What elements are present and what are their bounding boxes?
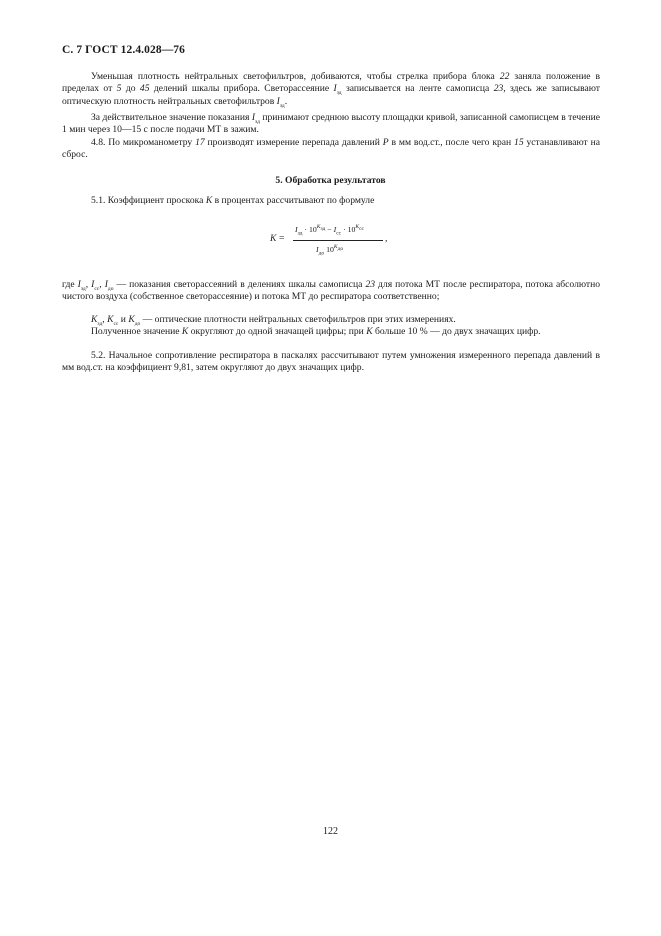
paragraph-5-2: 5.2. Начальное сопротивление респиратора в паскалях рассчитывают путем умножения измеренного перепада давлений в мм вод.ст. на коэффициент 9,81, затем округляют до двух значащих цифр. <box>62 350 600 374</box>
variable: I <box>333 83 337 95</box>
page-number: 122 <box>323 826 338 837</box>
exp-sub: зд <box>320 226 326 233</box>
number: 45 <box>139 83 150 95</box>
numerator-base-2: · 10 <box>341 225 356 234</box>
variable: I <box>251 112 256 123</box>
denominator-exp <box>333 244 344 253</box>
number: 22 <box>499 71 510 82</box>
subscript: до <box>134 320 141 327</box>
paragraph-actual-value <box>62 112 600 137</box>
paragraph-rounding <box>62 326 600 338</box>
number: 5 <box>116 83 122 95</box>
text: округляют до одной значащей цифры; при <box>188 326 367 337</box>
formula-equals: = <box>279 233 285 244</box>
text: производят измерение перепада давлений <box>204 137 383 148</box>
text: делений шкалы прибора. Светорассеяние <box>149 83 334 95</box>
fraction-bar <box>293 240 383 241</box>
text: За действительное значение показания <box>91 112 252 123</box>
text: больше 10 % — до двух значащих цифр. <box>372 326 541 337</box>
exp-var: K <box>355 224 360 231</box>
text: — показания светорассеяний в делениях шкалы самописца <box>113 279 366 290</box>
denominator-base: 10 <box>324 245 334 254</box>
subscript: зд <box>336 90 342 97</box>
separator: и <box>118 314 129 325</box>
variable: I <box>276 95 280 107</box>
subscript: зд <box>279 102 285 109</box>
paragraph-k-definitions <box>62 314 600 326</box>
subscript: зд <box>97 320 103 327</box>
variable: P <box>382 137 389 148</box>
text: записывается на ленте самописца <box>341 83 494 95</box>
numerator-minus: − <box>325 225 334 234</box>
exp-var: K <box>333 244 338 251</box>
text: Полученное значение <box>91 326 182 337</box>
number: 23 <box>493 83 504 95</box>
number: 23 <box>365 279 376 290</box>
text: , здесь же записывают оптическую плотность нейтральных светофильтров <box>62 83 600 107</box>
variable: K <box>181 326 189 337</box>
text: до <box>121 83 140 95</box>
numerator-base-1: · 10 <box>302 225 317 234</box>
separator: , <box>99 279 105 290</box>
variable: I <box>77 279 81 290</box>
text: в процентах рассчитывают по формуле <box>212 195 375 206</box>
text: заняла положение в пределах от <box>62 71 600 95</box>
separator: , <box>102 314 108 325</box>
paragraph-reduce-density <box>62 71 600 108</box>
exp-var: K <box>316 224 321 231</box>
subscript: сс <box>94 285 100 292</box>
numerator-var-2: I <box>333 225 337 234</box>
denominator-sub: до <box>318 250 325 257</box>
section-heading: 5. Обработка результатов <box>275 175 386 186</box>
subscript: зд <box>80 285 86 292</box>
page-header: С. 7 ГОСТ 12.4.028—76 <box>62 44 185 56</box>
formula-numerator <box>295 224 364 237</box>
numerator-sub-2: сс <box>336 230 342 237</box>
text: — оптические плотности нейтральных светофильтров при этих измерениях. <box>140 314 456 325</box>
subscript: зд <box>255 118 260 125</box>
denominator-var: I <box>316 245 319 254</box>
paragraph-where <box>62 279 600 304</box>
exp-sub: сс <box>359 226 364 233</box>
numerator-var-1: I <box>295 225 298 234</box>
text: где <box>62 279 78 290</box>
text: . <box>284 95 288 107</box>
variable: I <box>91 279 95 290</box>
numerator-sub-1: зд <box>297 230 303 237</box>
formula-lhs: K <box>270 233 277 244</box>
subscript: до <box>107 285 114 292</box>
numerator-exp-2 <box>355 224 364 233</box>
variable: K <box>107 314 114 325</box>
subscript: сс <box>113 320 119 327</box>
paragraph-4-8 <box>62 137 600 162</box>
number: 15 <box>514 137 524 148</box>
paragraph-5-1 <box>62 195 600 207</box>
text: для потока МТ после респиратора, потока абсолютно чистого воздуха (собственное светорассеяние) и потока МТ до респиратора соответственно; <box>62 279 601 303</box>
formula-denominator <box>316 244 344 257</box>
variable: K <box>128 314 135 325</box>
variable: I <box>104 279 108 290</box>
exp-sub: до <box>337 246 344 253</box>
formula-comma: , <box>385 233 388 244</box>
variable: K <box>205 195 213 206</box>
formula <box>270 224 400 264</box>
text: Уменьшая плотность нейтральных светофильтров, добиваются, чтобы стрелка прибора блока <box>91 71 500 82</box>
text: 4.8. По микроманометру <box>91 137 196 148</box>
separator: , <box>85 279 92 290</box>
text: принимают среднюю высоту площадки кривой, записанной самописцем в течение 1 мин через 10—15 с после подачи МТ в зажим. <box>62 112 600 136</box>
variable: K <box>366 326 373 337</box>
number: 17 <box>195 137 205 148</box>
text: устанавливают на сброс. <box>62 137 600 161</box>
text: 5.1. Коэффициент проскока <box>91 195 206 206</box>
variable: K <box>91 314 98 325</box>
text: в мм вод.ст., после чего кран <box>388 137 515 148</box>
